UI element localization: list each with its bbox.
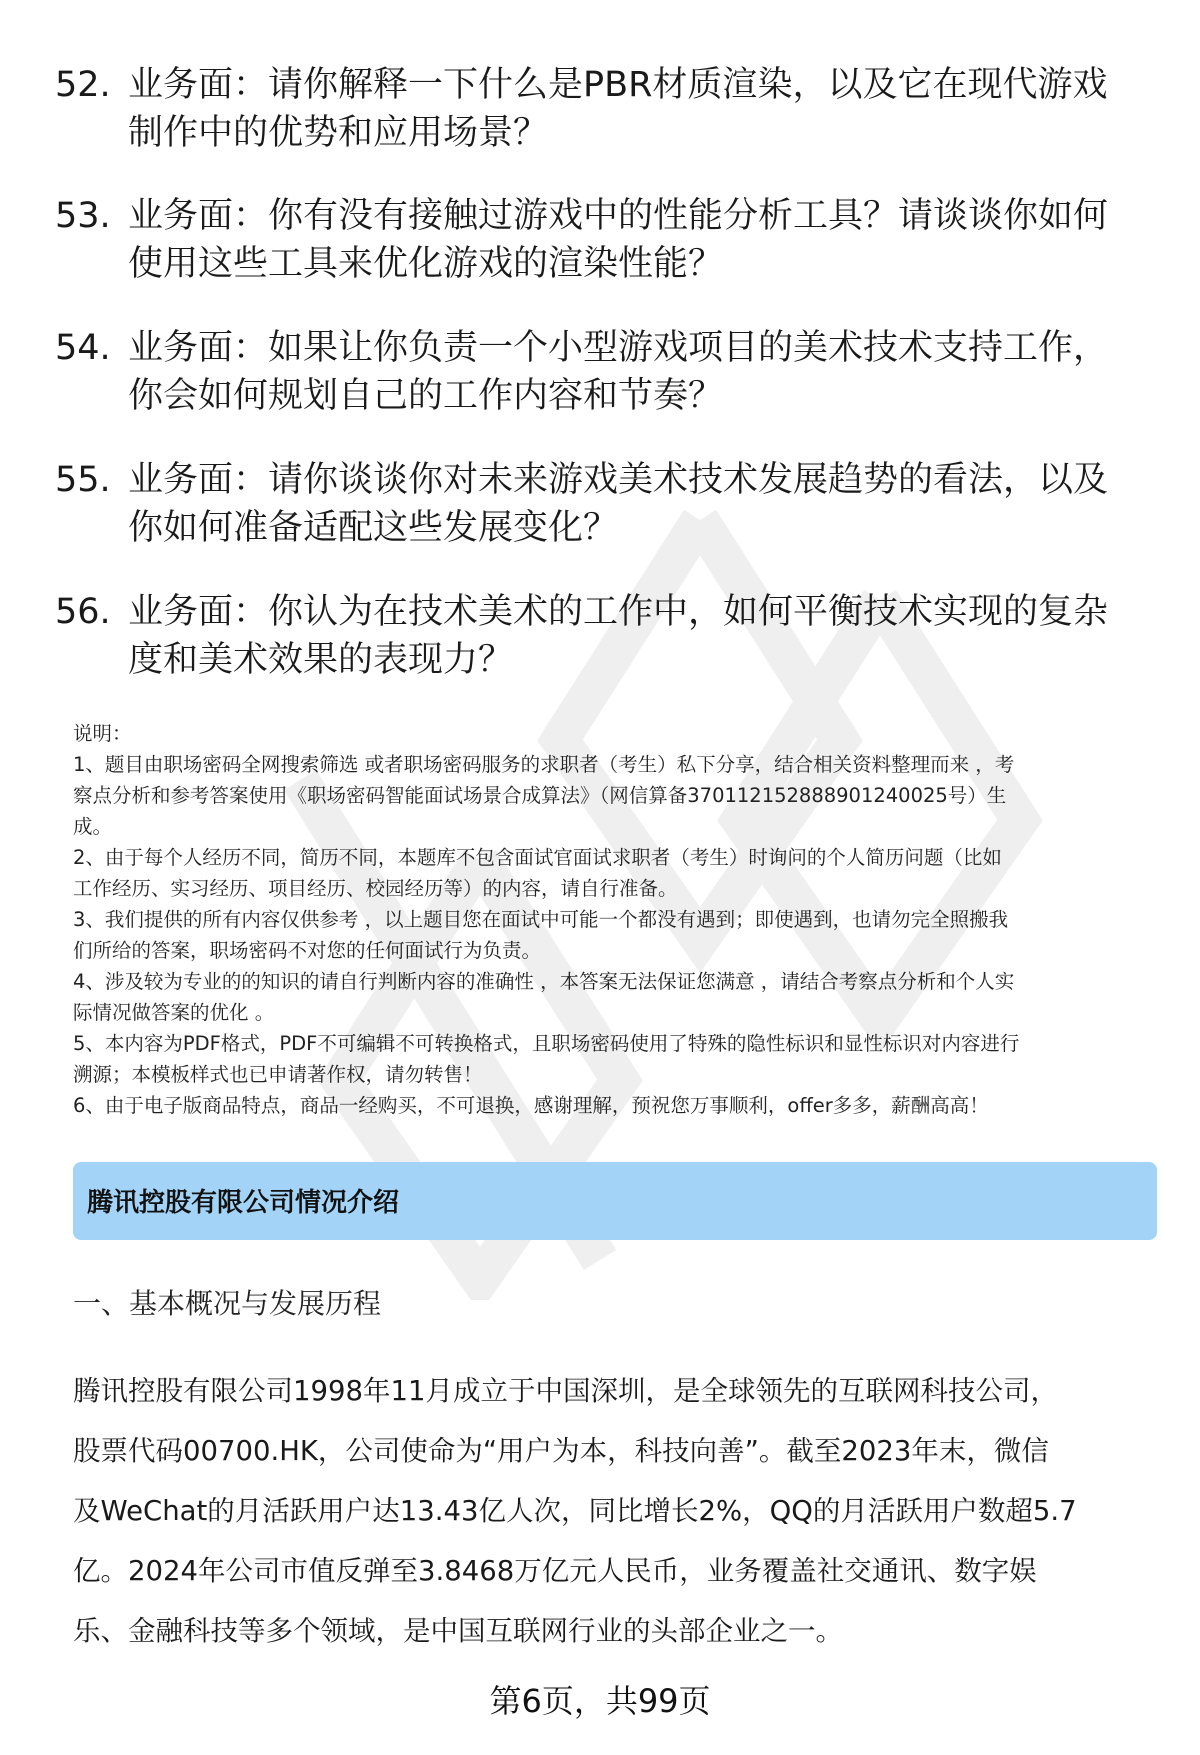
question-55: [55, 456, 1165, 552]
question-text-line: 业务面：请你谈谈你对未来游戏美术技术发展趋势的看法，以及: [128, 460, 1109, 500]
note-line: 们所给的答案，职场密码不对您的任何面试行为负责。: [73, 939, 542, 962]
note-line: 际情况做答案的优化 。: [73, 1001, 275, 1024]
paragraph-line: 亿。2024年公司市值反弹至3.8468万亿元人民币，业务覆盖社交通讯、数字娱: [73, 1555, 1037, 1587]
question-text-line: 业务面：如果让你负责一个小型游戏项目的美术技术支持工作，: [128, 328, 1109, 368]
question-text-line: 制作中的优势和应用场景？: [128, 113, 549, 153]
note-line: 1、题目由职场密码全网搜索筛选 或者职场密码服务的求职者（考生）私下分享，结合相关资料整理而来 ，考: [73, 753, 1015, 776]
page-indicator: 第6页，共99页: [489, 1682, 711, 1720]
note-line: 溯源；本模板样式也已申请著作权，请勿转售！: [73, 1063, 483, 1086]
question-text-line: 度和美术效果的表现力？: [128, 640, 514, 680]
question-text-line: 使用这些工具来优化游戏的渲染性能？: [128, 244, 724, 284]
section-header-title: 腾讯控股有限公司情况介绍: [87, 1188, 400, 1218]
question-number: 56.: [55, 592, 111, 632]
question-number: 54.: [55, 328, 111, 368]
question-text-line: 你如何准备适配这些发展变化？: [128, 508, 619, 548]
question-54: [55, 324, 1165, 420]
note-line: 2、由于每个人经历不同，简历不同，本题库不包含面试官面试求职者（考生）时询问的个人简历问题（比如: [73, 846, 1002, 869]
company-intro-paragraph: [73, 1361, 1163, 1661]
question-52: [55, 61, 1165, 157]
section-header-banner: [73, 1162, 1157, 1240]
note-line: 4、涉及较为专业的的知识的请自行判断内容的准确性 ，本答案无法保证您满意 ，请结合考察点分析和个人实: [73, 970, 1015, 993]
note-line: 6、由于电子版商品特点，商品一经购买，不可退换，感谢理解，预祝您万事顺利，offer多多，薪酬高高！: [73, 1094, 989, 1117]
note-line: 3、我们提供的所有内容仅供参考 ，以上题目您在面试中可能一个都没有遇到；即使遇到，也请勿完全照搬我: [73, 908, 1009, 931]
question-text-line: 业务面：请你解释一下什么是PBR材质渲染，以及它在现代游戏: [128, 65, 1108, 105]
note-line: 察点分析和参考答案使用《职场密码智能面试场景合成算法》（网信算备370112152888901240025号）生: [73, 784, 1007, 807]
paragraph-line: 乐、金融科技等多个领域，是中国互联网行业的头部企业之一。: [73, 1615, 843, 1647]
paragraph-line: 腾讯控股有限公司1998年11月成立于中国深圳，是全球领先的互联网科技公司，: [73, 1375, 1058, 1407]
question-number: 55.: [55, 460, 111, 500]
question-text-line: 业务面：你有没有接触过游戏中的性能分析工具？请谈谈你如何: [128, 196, 1109, 236]
question-number: 53.: [55, 196, 111, 236]
question-text-line: 你会如何规划自己的工作内容和节奏？: [128, 376, 724, 416]
question-number: 52.: [55, 65, 111, 105]
paragraph-line: 及WeChat的月活跃用户达13.43亿人次，同比增长2%，QQ的月活跃用户数超5.7: [73, 1495, 1077, 1527]
subheading: 一、基本概况与发展历程: [73, 1287, 382, 1320]
question-text-line: 业务面：你认为在技术美术的工作中，如何平衡技术实现的复杂: [128, 592, 1109, 632]
question-53: [55, 192, 1165, 288]
notes-block: [73, 718, 1163, 1121]
note-line: 工作经历、实习经历、项目经历、校园经历等）的内容，请自行准备。: [73, 877, 678, 900]
note-line: 5、本内容为PDF格式，PDF不可编辑不可转换格式，且职场密码使用了特殊的隐性标识和显性标识对内容进行: [73, 1032, 1020, 1055]
paragraph-line: 股票代码00700.HK，公司使命为“用户为本，科技向善”。截至2023年末，微信: [73, 1435, 1049, 1467]
notes-title: 说明：: [73, 722, 132, 745]
note-line: 成。: [73, 815, 113, 838]
question-56: [55, 588, 1165, 684]
